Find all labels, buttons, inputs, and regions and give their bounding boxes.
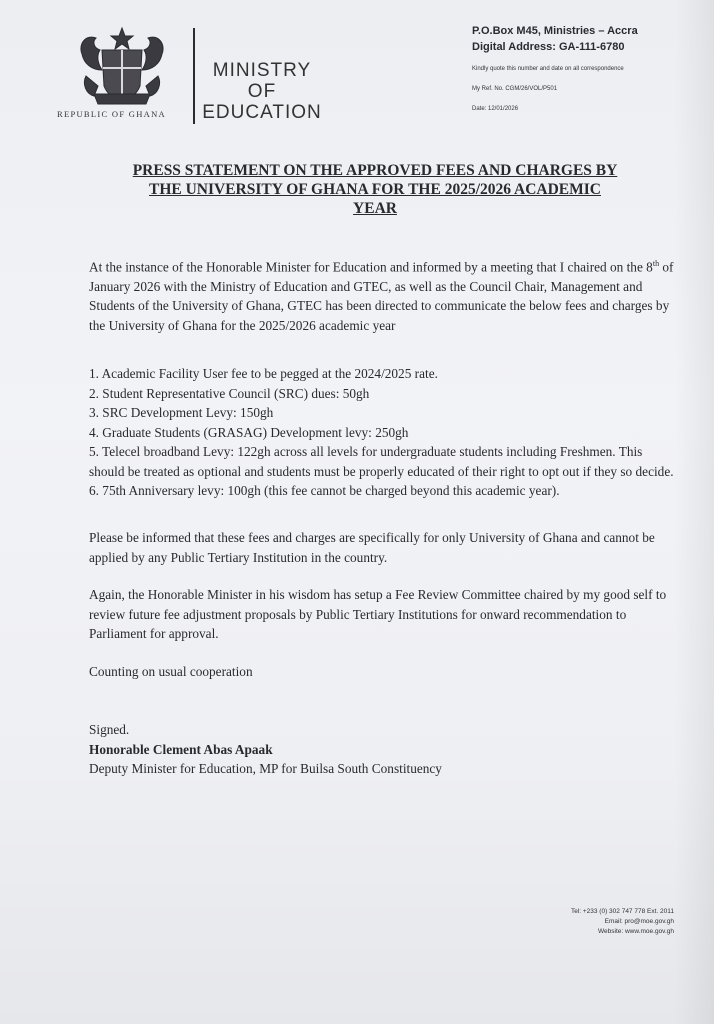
- signature-block: [89, 720, 679, 779]
- reference-number: My Ref. No. CGM/26/VOL/P501: [472, 86, 558, 92]
- footer-website: Website: www.moe.gov.gh: [598, 928, 674, 935]
- quote-note: Kindly quote this number and date on all correspondence: [472, 66, 624, 72]
- list-item: 4. Graduate Students (GRASAG) Development levy: 250gh: [89, 424, 409, 440]
- closing-line: Counting on usual cooperation: [89, 664, 253, 679]
- list-item: 1. Academic Facility User fee to be pegged at the 2024/2025 rate.: [89, 366, 438, 381]
- contact-footer: [424, 907, 674, 937]
- intro-paragraph: At the instance of the Honorable Minister for Education and informed by a meeting that I chaired on the 8th of January 2026 with the Ministry of Education and GTEC, as well as the Council Chair, Management and Students of the University of Ghana, GTEC has been directed to communicate the below fees and charges by the University of Ghana for the 2025/2026 academic year: [89, 259, 674, 333]
- scope-paragraph: Please be informed that these fees and charges are specifically for only University of Ghana and cannot be applied by any Public Tertiary Institution in the country.: [89, 530, 655, 565]
- republic-label: REPUBLIC OF GHANA: [57, 109, 166, 119]
- signatory-name: Honorable Clement Abas Apaak: [89, 741, 273, 757]
- list-item: 5. Telecel broadband Levy: 122gh across all levels for undergraduate students including Freshmen. This should be treated as optional and students must be properly educated of their right to opt out if they so decide.: [89, 444, 674, 479]
- digital-address: Digital Address: GA-111-6780: [472, 41, 625, 53]
- po-box: P.O.Box M45, Ministries – Accra: [472, 25, 638, 37]
- coat-of-arms-icon: [72, 24, 172, 114]
- header-divider: [193, 28, 195, 124]
- list-item: 6. 75th Anniversary levy: 100gh (this fee cannot be charged beyond this academic year).: [89, 483, 560, 498]
- footer-email: Email: pro@moe.gov.gh: [604, 918, 674, 925]
- ministry-logo-text: MINISTRY OF EDUCATION: [202, 60, 322, 123]
- committee-paragraph: Again, the Honorable Minister in his wisdom has setup a Fee Review Committee chaired by my good self to review future fee adjustment proposals by Public Tertiary Institutions for onward recommendation to Parliament for approval.: [89, 587, 667, 641]
- list-item: 2. Student Representative Council (SRC) dues: 50gh: [89, 385, 370, 401]
- footer-tel: Tel: +233 (0) 302 747 778 Ext. 2011: [570, 908, 674, 915]
- press-statement-title: PRESS STATEMENT ON THE APPROVED FEES AND CHARGES BY THE UNIVERSITY OF GHANA FOR THE 2025/2026 ACADEMIC YEAR: [132, 162, 618, 217]
- document-date: Date: 12/01/2026: [472, 106, 519, 112]
- list-item: 3. SRC Development Levy: 150gh: [89, 405, 274, 420]
- fees-list: [89, 364, 679, 501]
- signatory-role: Deputy Minister for Education, MP for Builsa South Constituency: [89, 761, 442, 776]
- address-block: [472, 23, 702, 55]
- signed-label: Signed.: [89, 722, 130, 737]
